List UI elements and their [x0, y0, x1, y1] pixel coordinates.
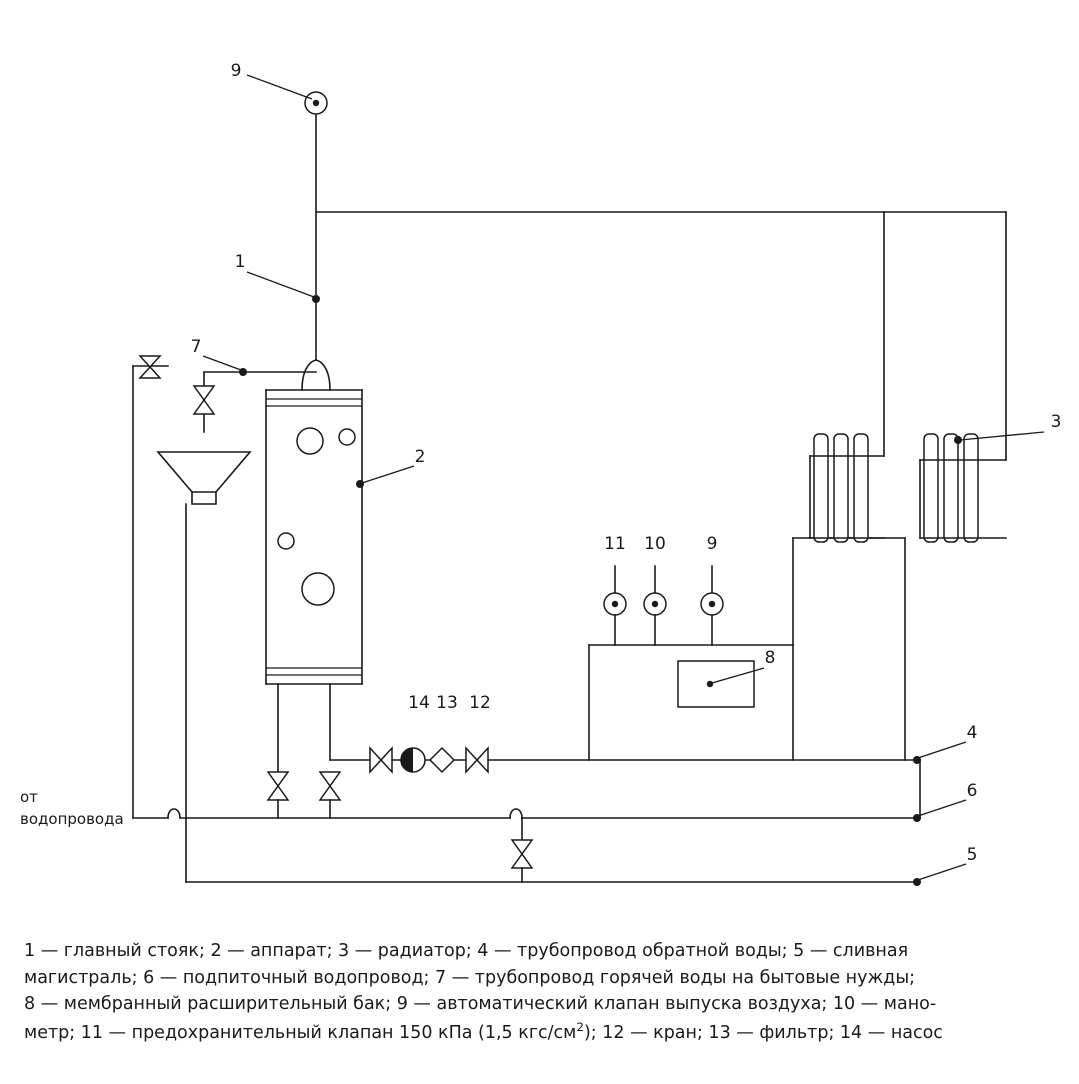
drain-funnel — [158, 452, 250, 818]
source-label-line1: от — [20, 788, 38, 806]
callout-label-13: 13 — [436, 693, 458, 713]
air-vent-valve-bottom — [701, 566, 723, 645]
air-vent-valve-top — [305, 92, 327, 114]
boiler-apparatus — [266, 360, 362, 684]
leader-5 — [918, 864, 966, 880]
callout-label-7: 7 — [190, 337, 202, 357]
leader-6 — [918, 800, 966, 816]
valve-left-drain — [268, 772, 288, 818]
leader-7 — [203, 356, 241, 370]
callout-label-14: 14 — [408, 693, 430, 713]
membrane-expansion-tank — [678, 661, 754, 707]
expansion-tank-assembly — [589, 538, 905, 760]
radiator-right — [920, 434, 1006, 542]
leader-9-top — [247, 75, 312, 99]
supply-main-top — [316, 212, 1006, 460]
callout-label-3: 3 — [1050, 412, 1062, 432]
caption-line-1: 1 — главный стояк; 2 — аппарат; 3 — радиатор; 4 — трубопровод обратной воды; 5 — сливная — [24, 941, 909, 961]
safety-valve-11 — [604, 566, 626, 645]
figure-caption — [24, 938, 1056, 1046]
junction-dot-2 — [356, 480, 364, 488]
leader-1 — [247, 272, 314, 297]
leader-4 — [918, 742, 966, 758]
callout-label-10: 10 — [644, 534, 666, 554]
callout-label-11: 11 — [604, 534, 626, 554]
caption-line-2: магистраль; 6 — подпиточный водопровод; 7 — трубопровод горячей воды на бытовые нужды; — [24, 967, 916, 988]
caption-line-4-b: ); 12 — кран; 13 — фильтр; 14 — насос — [583, 1022, 943, 1043]
callout-label-9-top: 9 — [230, 61, 242, 81]
filter-13 — [430, 748, 454, 772]
callout-label-8: 8 — [764, 648, 776, 668]
callout-label-12: 12 — [469, 693, 491, 713]
drain-main-pipe — [186, 818, 920, 882]
callout-label-6: 6 — [966, 781, 978, 801]
manometer-10 — [644, 566, 666, 645]
leader-2 — [362, 466, 414, 483]
callout-label-1: 1 — [234, 252, 246, 272]
valve-12 — [466, 748, 488, 772]
radiator-left — [810, 434, 884, 542]
callout-label-5: 5 — [966, 845, 978, 865]
valve-makeup-drain — [512, 818, 532, 882]
hot-water-branch — [204, 372, 316, 432]
valve-hot-water-branch — [194, 386, 214, 414]
caption-line-4-sup: 2 — [576, 1019, 584, 1034]
boiler-outlet-pipes — [278, 684, 330, 772]
valve-boiler-return-drain — [320, 772, 340, 818]
makeup-water-pipe — [133, 809, 920, 818]
callout-label-2: 2 — [414, 447, 426, 467]
caption-line-3: 8 — мембранный расширительный бак; 9 — автоматический клапан выпуска воздуха; 10 — мано- — [24, 994, 937, 1015]
caption-line-4 — [24, 1018, 1056, 1046]
caption-line-4-a: метр; 11 — предохранительный клапан 150 кПа (1,5 кгс/см — [24, 1022, 577, 1043]
callout-label-4: 4 — [966, 723, 978, 743]
drain-riser-left — [133, 356, 168, 818]
callout-label-9-bottom: 9 — [706, 534, 718, 554]
source-label-line2: водопровода — [20, 810, 124, 828]
